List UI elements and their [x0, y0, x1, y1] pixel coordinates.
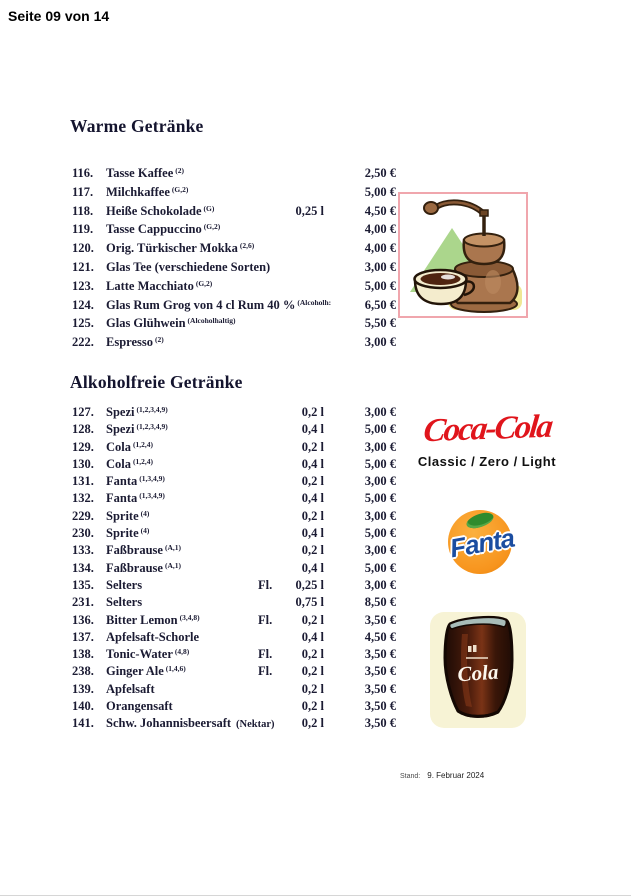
item-volume: 0,25 l — [295, 577, 324, 592]
item-name: Cola $^{(1,2,4)}$ — [106, 439, 153, 454]
item-name: Espresso $^{(2)}$ — [106, 335, 164, 350]
menu-item-row — [70, 202, 406, 221]
item-name: Spezi $^{(1,2,3,4,9)}$ — [106, 405, 168, 419]
menu-item-row — [70, 698, 406, 715]
cola-glass-label: Cola — [456, 659, 500, 687]
menu-item-row — [70, 239, 406, 258]
item-price: 8,50 € — [364, 595, 396, 610]
non-alcoholic-drinks-list — [70, 404, 406, 733]
menu-item-row — [70, 296, 406, 315]
item-number: 222. — [72, 335, 94, 350]
item-volume: 0,4 l — [301, 526, 324, 541]
item-price: 5,00 € — [364, 526, 396, 541]
item-name: Glas Rum Grog von 4 cl Rum 40 % $^{(Alcoholh:}$ — [106, 297, 332, 312]
stand-date: 9. Februar 2024 — [427, 771, 485, 780]
item-name: Tasse Cappuccino $^{(G,2)}$ — [106, 222, 221, 237]
item-price: 4,50 € — [364, 203, 396, 218]
item-price: 5,00 € — [364, 422, 396, 437]
item-name: Apfelsaft — [106, 681, 155, 696]
item-number: 120. — [72, 241, 94, 256]
item-number: 117. — [72, 184, 94, 199]
item-number: 140. — [72, 699, 94, 714]
section-title-warme-getraenke: Warme Getränke — [70, 116, 204, 136]
menu-item-row — [70, 333, 406, 352]
menu-item-row — [70, 220, 406, 239]
item-volume: 0,2 l — [301, 699, 324, 714]
item-volume: 0,4 l — [301, 456, 324, 471]
menu-item-row — [70, 473, 406, 490]
item-price: 3,00 € — [364, 259, 396, 274]
item-name: Bitter Lemon $^{(3,4,8)}$ — [106, 612, 200, 627]
item-volume: 0,2 l — [301, 612, 324, 627]
menu-item-row — [70, 508, 406, 525]
item-name: Tonic-Water $^{(4,8)}$ — [106, 647, 190, 662]
item-name: Selters — [106, 577, 143, 592]
menu-item-row — [70, 560, 406, 577]
item-volume: 0,2 l — [301, 681, 324, 696]
bottle-indicator: Fl. — [258, 647, 273, 662]
cola-glass-icon — [428, 608, 528, 730]
item-price: 5,50 € — [364, 316, 396, 331]
item-number: 119. — [72, 222, 94, 237]
menu-item-row — [70, 715, 406, 732]
menu-item-row — [70, 612, 406, 629]
item-volume: 0,4 l — [301, 560, 324, 575]
item-name: Orangensaft — [106, 699, 173, 714]
item-price: 4,50 € — [364, 629, 396, 644]
item-number: 141. — [72, 716, 94, 731]
item-volume: 0,4 l — [301, 491, 324, 506]
item-volume: 0,2 l — [301, 405, 324, 419]
item-number: 238. — [72, 664, 94, 679]
menu-item-row — [70, 681, 406, 698]
item-number: 230. — [72, 526, 94, 541]
coffee-grinder-image — [398, 192, 528, 318]
menu-item-row — [70, 594, 406, 611]
stand-label: Stand: — [400, 773, 421, 780]
item-name: Tasse Kaffee $^{(2)}$ — [106, 166, 184, 180]
item-volume: 0,2 l — [301, 716, 324, 731]
item-price: 3,00 € — [364, 405, 396, 419]
item-name: Glas Glühwein $^{(Alcoholhaltig)}$ — [106, 316, 236, 331]
item-name: Selters — [106, 595, 143, 610]
item-price: 3,50 € — [364, 664, 396, 679]
item-name: Fanta $^{(1,3,4,9)}$ — [106, 474, 165, 489]
item-price: 3,50 € — [364, 612, 396, 627]
item-name: Faßbrause $^{(A,1)}$ — [106, 560, 181, 575]
item-number: 124. — [72, 297, 94, 312]
item-number: 130. — [72, 456, 94, 471]
page-number-header: Seite 09 von 14 — [8, 8, 110, 24]
menu-item-row — [70, 314, 406, 333]
menu-item-row — [70, 490, 406, 507]
item-number: 121. — [72, 259, 94, 274]
item-volume: 0,2 l — [301, 439, 324, 454]
item-price: 3,00 € — [364, 543, 396, 558]
item-number: 129. — [72, 439, 94, 454]
menu-item-row — [70, 277, 406, 296]
item-price: 3,50 € — [364, 647, 396, 662]
warm-drinks-list — [70, 164, 406, 352]
item-volume: 0,2 l — [301, 508, 324, 523]
item-name: Orig. Türkischer Mokka $^{(2,6)}$ — [106, 241, 255, 256]
fanta-wordmark: Fanta — [447, 522, 517, 564]
item-price: 6,50 € — [364, 297, 396, 312]
menu-item-row — [70, 421, 406, 438]
item-name: Sprite $^{(4)}$ — [106, 508, 150, 523]
item-name: Ginger Ale $^{(1,4,6)}$ — [106, 664, 186, 679]
section-title-alkoholfreie-getraenke: Alkoholfreie Getränke — [70, 372, 243, 392]
menu-item-row — [70, 542, 406, 559]
menu-item-row — [70, 183, 406, 202]
item-name: Apfelsaft-Schorle — [106, 629, 200, 644]
menu-item-row — [70, 663, 406, 680]
item-number: 116. — [72, 166, 94, 180]
item-price: 2,50 € — [364, 166, 396, 180]
menu-item-row — [70, 164, 406, 183]
item-price: 3,50 € — [364, 681, 396, 696]
item-volume: 0,2 l — [301, 664, 324, 679]
item-price: 5,00 € — [364, 278, 396, 293]
item-number: 125. — [72, 316, 94, 331]
item-price: 4,00 € — [364, 241, 396, 256]
item-price: 5,00 € — [364, 456, 396, 471]
item-number: 229. — [72, 508, 94, 523]
item-name: Latte Macchiato $^{(G,2)}$ — [106, 278, 213, 293]
item-volume: 0,75 l — [295, 595, 324, 610]
item-volume: 0,4 l — [301, 422, 324, 437]
menu-item-row — [70, 404, 406, 421]
item-number: 123. — [72, 278, 94, 293]
item-price: 3,00 € — [364, 335, 396, 350]
item-price: 3,50 € — [364, 716, 396, 731]
item-price: 3,00 € — [364, 508, 396, 523]
coca-cola-wordmark: Coca-Cola — [421, 408, 553, 450]
menu-item-row — [70, 629, 406, 646]
coca-cola-subtitle: Classic / Zero / Light — [417, 454, 557, 469]
item-name: Milchkaffee $^{(G,2)}$ — [106, 184, 189, 199]
menu-item-row — [70, 439, 406, 456]
item-name: Spezi $^{(1,2,3,4,9)}$ — [106, 422, 168, 437]
item-volume: 0,25 l — [295, 203, 324, 218]
item-number: 118. — [72, 203, 94, 218]
menu-item-row — [70, 456, 406, 473]
item-volume: 0,2 l — [301, 543, 324, 558]
coffee-grinder-icon — [398, 192, 528, 318]
bottle-indicator: Fl. — [258, 577, 273, 592]
item-price: 3,00 € — [364, 474, 396, 489]
item-price: 3,00 € — [364, 577, 396, 592]
item-number: 133. — [72, 543, 94, 558]
item-number: 231. — [72, 595, 94, 610]
bottle-indicator: Fl. — [258, 612, 273, 627]
item-number: 138. — [72, 647, 94, 662]
item-name: Heiße Schokolade $^{(G)}$ — [106, 203, 215, 218]
item-number: 137. — [72, 629, 94, 644]
menu-item-row — [70, 646, 406, 663]
fanta-logo — [430, 506, 534, 578]
item-name: Sprite $^{(4)}$ — [106, 526, 150, 541]
item-price: 4,00 € — [364, 222, 396, 237]
footer-stand — [400, 765, 484, 783]
item-number: 135. — [72, 577, 94, 592]
item-volume: 0,4 l — [301, 629, 324, 644]
item-name: Schw. Johannisbeersaft (Nektar) — [106, 716, 275, 731]
item-number: 134. — [72, 560, 94, 575]
menu-item-row — [70, 577, 406, 594]
item-price: 5,00 € — [364, 184, 396, 199]
menu-item-row — [70, 258, 406, 277]
item-price: 5,00 € — [364, 560, 396, 575]
bottle-indicator: Fl. — [258, 664, 273, 679]
item-number: 127. — [72, 405, 94, 419]
item-name: Faßbrause $^{(A,1)}$ — [106, 543, 181, 558]
menu-item-row — [70, 525, 406, 542]
item-number: 131. — [72, 474, 94, 489]
item-number: 132. — [72, 491, 94, 506]
cola-glass-image — [428, 608, 528, 730]
item-name: Fanta $^{(1,3,4,9)}$ — [106, 491, 165, 506]
item-name: Cola $^{(1,2,4)}$ — [106, 456, 153, 471]
item-price: 3,00 € — [364, 439, 396, 454]
item-price: 5,00 € — [364, 491, 396, 506]
item-number: 139. — [72, 681, 94, 696]
item-volume: 0,2 l — [301, 474, 324, 489]
item-number: 128. — [72, 422, 94, 437]
item-volume: 0,2 l — [301, 647, 324, 662]
item-number: 136. — [72, 612, 94, 627]
item-name: Glas Tee (verschiedene Sorten) — [106, 259, 271, 274]
item-price: 3,50 € — [364, 699, 396, 714]
coca-cola-logo — [404, 406, 570, 469]
